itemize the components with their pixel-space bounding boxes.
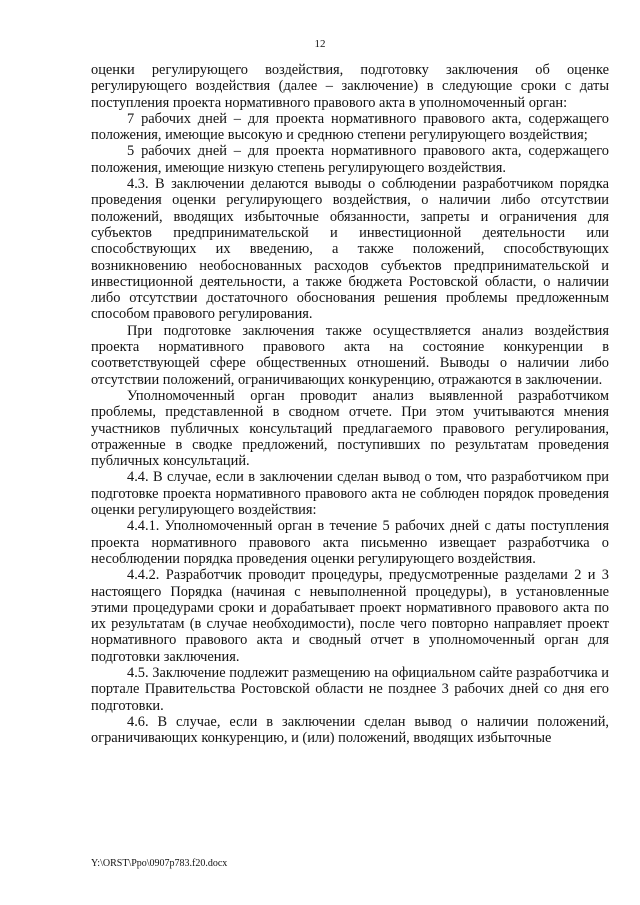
paragraph-4-6: 4.6. В случае, если в заключении сделан вывод о наличии положений, ограничивающих конкуренцию, и (или) положений, вводящих избыточные bbox=[91, 713, 609, 747]
paragraph-7-days: 7 рабочих дней – для проекта нормативного правового акта, содержащего положения, имеющие высокую и среднюю степени регулирующего воздействия; bbox=[91, 110, 609, 144]
paragraph-4-3: 4.3. В заключении делаются выводы о соблюдении разработчиком порядка проведения оценки регулирующего воздействия, о наличии либо отсутствии положений, вводящих избыточные обязанности, запреты и ограничения для субъектов предпринимательской и инвестиционной деятельности или способствующих их введению, а также положений, способствующих возникновению необоснованных расходов субъектов предпринимательской и инвестиционной деятельности, а также бюджета Ростовской области, о наличии либо отсутствии достаточного обоснования решения проблемы предложенным способом правового регулирования. bbox=[91, 176, 609, 323]
document-body bbox=[91, 62, 609, 746]
paragraph-problem-analysis: Уполномоченный орган проводит анализ выявленной разработчиком проблемы, представленной в сводном отчете. При этом учитываются мнения участников публичных консультаций предлагаемого правового регулирования, отраженные в сводке предложений, поступивших по результатам проведения публичных консультаций. bbox=[91, 387, 609, 470]
paragraph-competition-analysis: При подготовке заключения также осуществляется анализ воздействия проекта нормативного правового акта на состояние конкуренции в соответствующей сфере общественных отношений. Выводы о наличии либо отсутствии положений, ограничивающих конкуренцию, отражаются в заключении. bbox=[91, 322, 609, 388]
file-path-footer: Y:\ORST\Ppo\0907p783.f20.docx bbox=[91, 858, 228, 869]
paragraph-4-5: 4.5. Заключение подлежит размещению на официальном сайте разработчика и портале Правительства Ростовской области не позднее 3 рабочих дней со дня его подготовки. bbox=[91, 664, 609, 714]
paragraph-deadlines-intro: оценки регулирующего воздействия, подготовку заключения об оценке регулирующего воздействия (далее – заключение) в следующие сроки с даты поступления проекта нормативного правового акта в уполномоченный орган: bbox=[91, 62, 609, 111]
paragraph-5-days: 5 рабочих дней – для проекта нормативного правового акта, содержащего положения, имеющие низкую степень регулирующего воздействия. bbox=[91, 143, 609, 176]
page-number: 12 bbox=[314, 38, 326, 50]
paragraph-4-4-1: 4.4.1. Уполномоченный орган в течение 5 рабочих дней с даты поступления проекта нормативного правового акта письменно извещает разработчика о несоблюдении порядка проведения оценки регулирующего воздействия. bbox=[91, 518, 609, 567]
paragraph-4-4: 4.4. В случае, если в заключении сделан вывод о том, что разработчиком при подготовке проекта нормативного правового акта не соблюден порядок проведения оценки регулирующего воздействия: bbox=[91, 469, 609, 519]
paragraph-4-4-2: 4.4.2. Разработчик проводит процедуры, предусмотренные разделами 2 и 3 настоящего Порядка (начиная с невыполненной процедуры), в установленные этими процедурами сроки и дорабатывает проект нормативного правового акта по их результатам (в случае необходимости), после чего повторно направляет проект нормативного правового акта и сводный отчет в уполномоченный орган для подготовки заключения. bbox=[91, 567, 609, 665]
